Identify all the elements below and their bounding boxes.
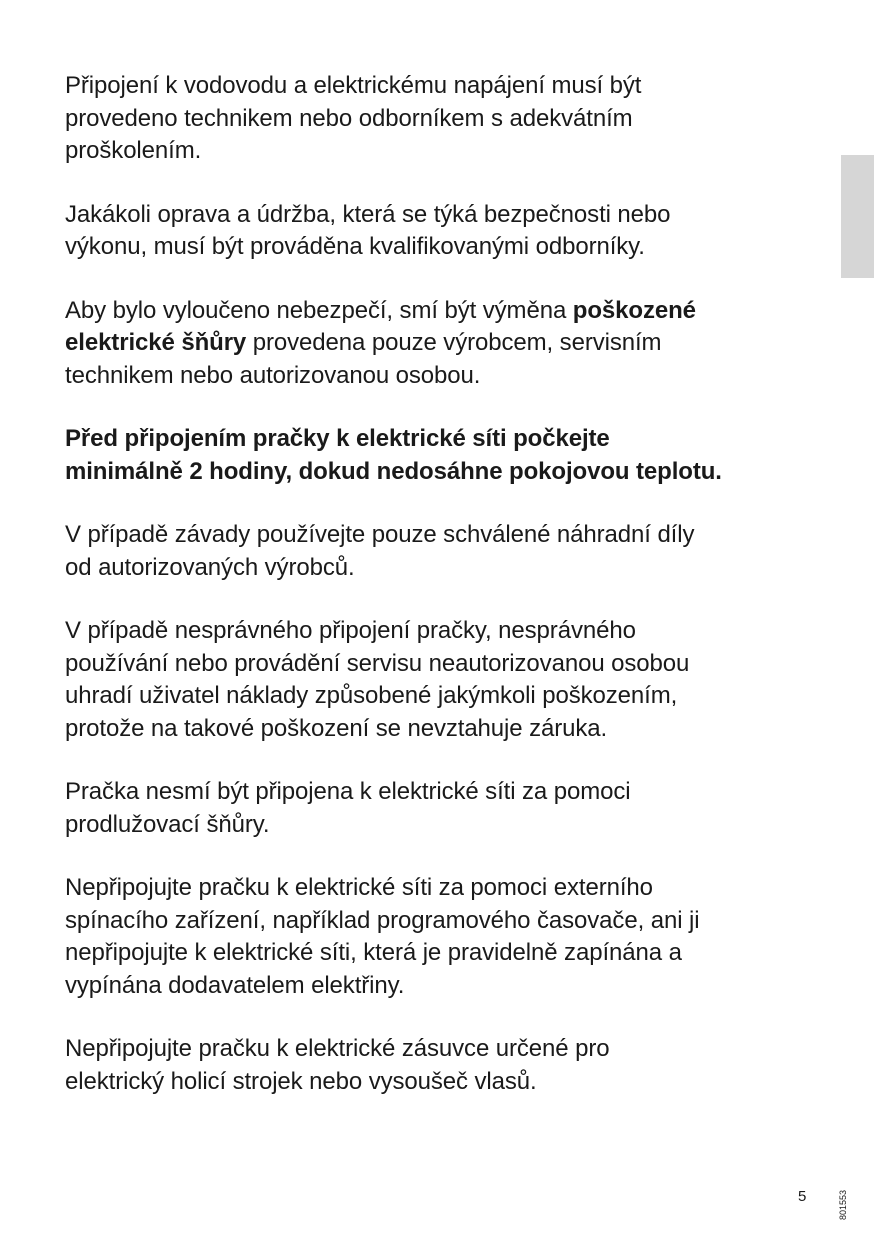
paragraph-p2 xyxy=(65,199,825,264)
text-line xyxy=(65,103,825,136)
text-line xyxy=(65,1066,825,1099)
text-line xyxy=(65,135,825,168)
text-run: provedena pouze výrobcem, servisním xyxy=(246,329,662,356)
text-line xyxy=(65,360,825,393)
text-run: provedeno technikem nebo odborníkem s adekvátním xyxy=(65,104,633,132)
bold-text-run: elektrické šňůry xyxy=(65,329,247,356)
text-line xyxy=(65,905,825,938)
text-run: Nepřipojujte pračku k elektrické zásuvce určené pro xyxy=(65,1035,610,1062)
paragraph-p1 xyxy=(65,70,825,168)
text-run: proškolením. xyxy=(65,137,202,164)
text-run: vypínána dodavatelem elektřiny. xyxy=(65,971,405,999)
text-run: Jakákoli oprava a údržba, která se týká bezpečnosti nebo xyxy=(65,200,671,228)
text-run: Aby bylo vyloučeno nebezpečí, smí být výměna xyxy=(65,296,573,324)
text-run: uhradí uživatel náklady způsobené jakýmkoli poškozením, xyxy=(65,682,678,709)
bold-text-run: Před připojením pračky k elektrické síti počkejte xyxy=(65,425,610,452)
text-run: výkonu, musí být prováděna kvalifikovanými odborníky. xyxy=(65,233,645,260)
text-run: Nepřipojujte pračku k elektrické síti za pomoci externího xyxy=(65,874,653,901)
text-run: protože na takové poškození se nevztahuje záruka. xyxy=(65,714,608,742)
paragraph-p9 xyxy=(65,1033,825,1098)
text-run: používání nebo provádění servisu neautorizovanou osobou xyxy=(65,649,690,677)
paragraph-p4 xyxy=(65,423,825,488)
text-line xyxy=(65,423,825,456)
paragraph-p3 xyxy=(65,295,825,393)
text-run: V případě závady používejte pouze schválené náhradní díly xyxy=(65,521,695,548)
paragraph-p8 xyxy=(65,872,825,1002)
text-line xyxy=(65,970,825,1003)
text-line xyxy=(65,70,825,103)
text-run: spínacího zařízení, například programového časovače, ani ji xyxy=(65,906,700,934)
text-line xyxy=(65,231,825,264)
text-line xyxy=(65,327,825,360)
text-line xyxy=(65,519,825,552)
text-line xyxy=(65,552,825,585)
text-line xyxy=(65,295,825,328)
text-line xyxy=(65,1033,825,1066)
text-run: V případě nesprávného připojení pračky, nesprávného xyxy=(65,617,636,644)
document-code-container xyxy=(838,1190,850,1226)
text-run: nepřipojujte k elektrické síti, která je pravidelně zapínána a xyxy=(65,939,682,966)
section-tab-marker xyxy=(841,155,874,278)
text-line xyxy=(65,713,825,746)
page-number: 5 xyxy=(798,1188,807,1205)
paragraph-p6 xyxy=(65,615,825,745)
text-line xyxy=(65,199,825,232)
text-line xyxy=(65,776,825,809)
document-code: 801553 xyxy=(838,1190,848,1221)
paragraph-p7 xyxy=(65,776,825,841)
document-body xyxy=(65,70,825,1129)
text-line xyxy=(65,456,825,489)
text-run: prodlužovací šňůry. xyxy=(65,810,270,838)
paragraph-p5 xyxy=(65,519,825,584)
text-line xyxy=(65,615,825,648)
text-line xyxy=(65,680,825,713)
text-run: Pračka nesmí být připojena k elektrické síti za pomoci xyxy=(65,778,631,805)
text-line xyxy=(65,648,825,681)
text-run: Připojení k vodovodu a elektrickému napájení musí být xyxy=(65,72,642,99)
text-run: elektrický holicí strojek nebo vysoušeč vlasů. xyxy=(65,1067,537,1095)
text-run: technikem nebo autorizovanou osobou. xyxy=(65,361,481,389)
bold-text-run: poškozené xyxy=(572,296,696,324)
text-line xyxy=(65,872,825,905)
text-line xyxy=(65,937,825,970)
text-run: od autorizovaných výrobců. xyxy=(65,553,355,581)
bold-text-run: minimálně 2 hodiny, dokud nedosáhne pokojovou teplotu. xyxy=(65,457,722,485)
text-line xyxy=(65,809,825,842)
